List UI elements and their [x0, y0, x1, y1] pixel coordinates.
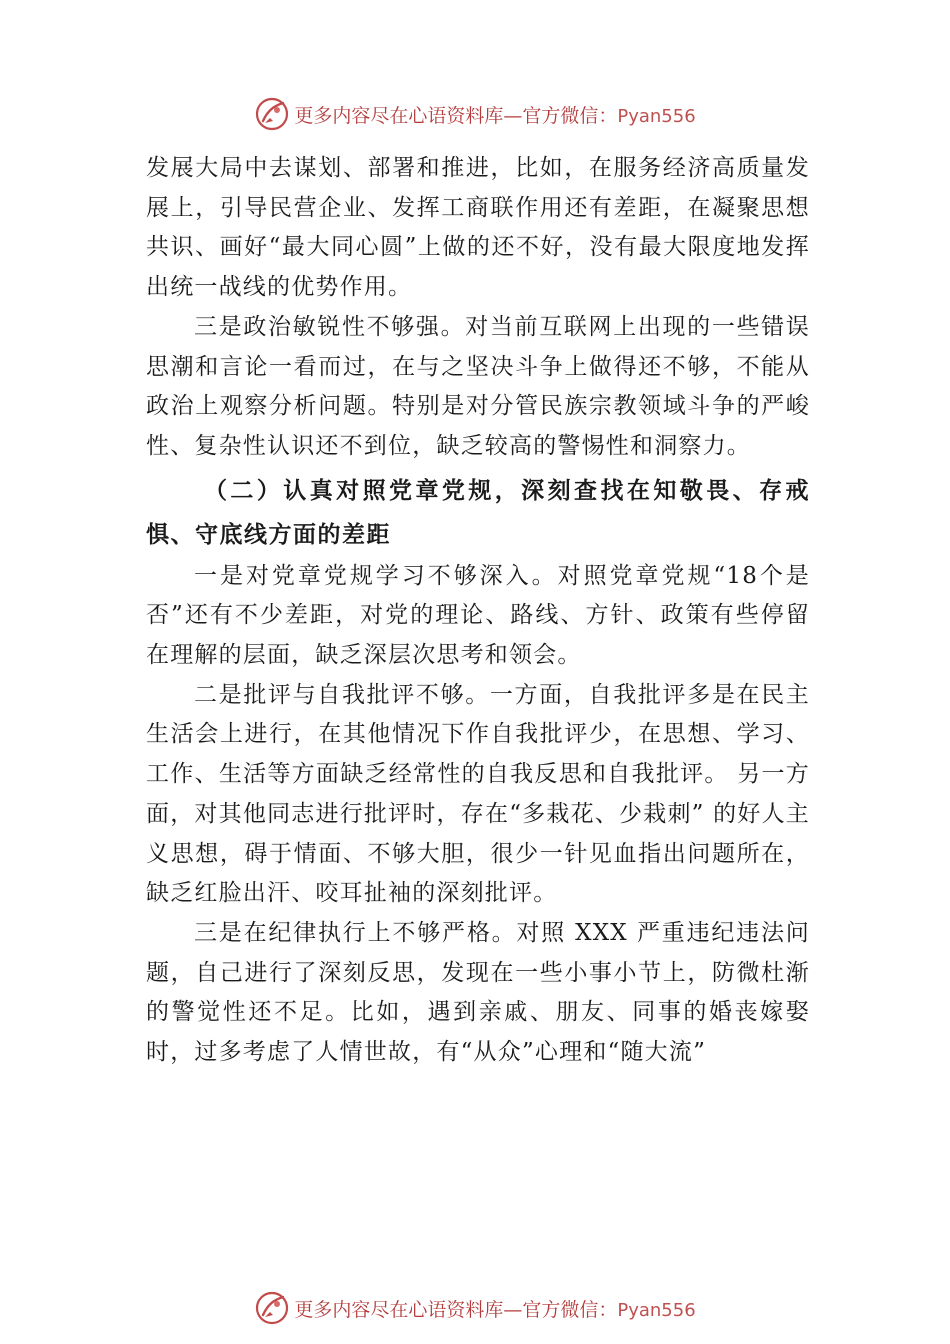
- footer-banner-text: 更多内容尽在心语资料库—官方微信：Pyan556: [294, 1298, 696, 1321]
- paragraph-2: 三是政治敏锐性不够强。对当前互联网上出现的一些错误思潮和言论一看而过，在与之坚决斗争上做得还不够，不能从政治上观察分析问题。特别是对分管民族宗教领域斗争的严峻性、复杂性认识还不到位，缺乏较高的警惕性和洞察力。: [146, 313, 810, 459]
- section-heading: （二）认真对照党章党规，深刻查找在知敬畏、存戒惧、守底线方面的差距: [146, 476, 810, 548]
- header-banner-text: 更多内容尽在心语资料库—官方微信：Pyan556: [294, 104, 696, 127]
- paragraph-1: 发展大局中去谋划、部署和推进，比如，在服务经济高质量发展上，引导民营企业、发挥工商联作用还有差距，在凝聚思想共识、画好“最大同心圆”上做的还不好，没有最大限度地发挥出统一战线的优势作用。: [146, 155, 810, 301]
- paragraph-4: 二是批评与自我批评不够。一方面，自我批评多是在民主生活会上进行，在其他情况下作自我批评少，在思想、学习、工作、生活等方面缺乏经常性的自我反思和自我批评。 另一方面，对其他同志进行批评时，存在“多栽花、少栽刺” 的好人主义思想，碍于情面、不够大胆，很少一针见血指出问题所在，缺乏红脸出汗、咬耳扯袖的深刻批评。: [146, 681, 810, 907]
- header-banner: [0, 94, 950, 134]
- brand-logo-icon: [254, 1290, 290, 1326]
- document-body: [146, 149, 810, 1073]
- wechat-id: Pyan556: [617, 1299, 696, 1321]
- wechat-id: Pyan556: [617, 105, 696, 127]
- brand-logo-icon: [254, 96, 290, 132]
- paragraph-5: 三是在纪律执行上不够严格。对照 XXX 严重违纪违法问题，自己进行了深刻反思，发现在一些小事小节上，防微杜渐的警觉性还不足。比如，遇到亲戚、朋友、同事的婚丧嫁娶时，过多考虑了人情世故，有“从众”心理和“随大流”: [146, 919, 810, 1066]
- footer-banner: [0, 1288, 950, 1328]
- paragraph-3: 一是对党章党规学习不够深入。对照党章党规“18个是否”还有不少差距，对党的理论、路线、方针、政策有些停留在理解的层面，缺乏深层次思考和领会。: [146, 562, 810, 669]
